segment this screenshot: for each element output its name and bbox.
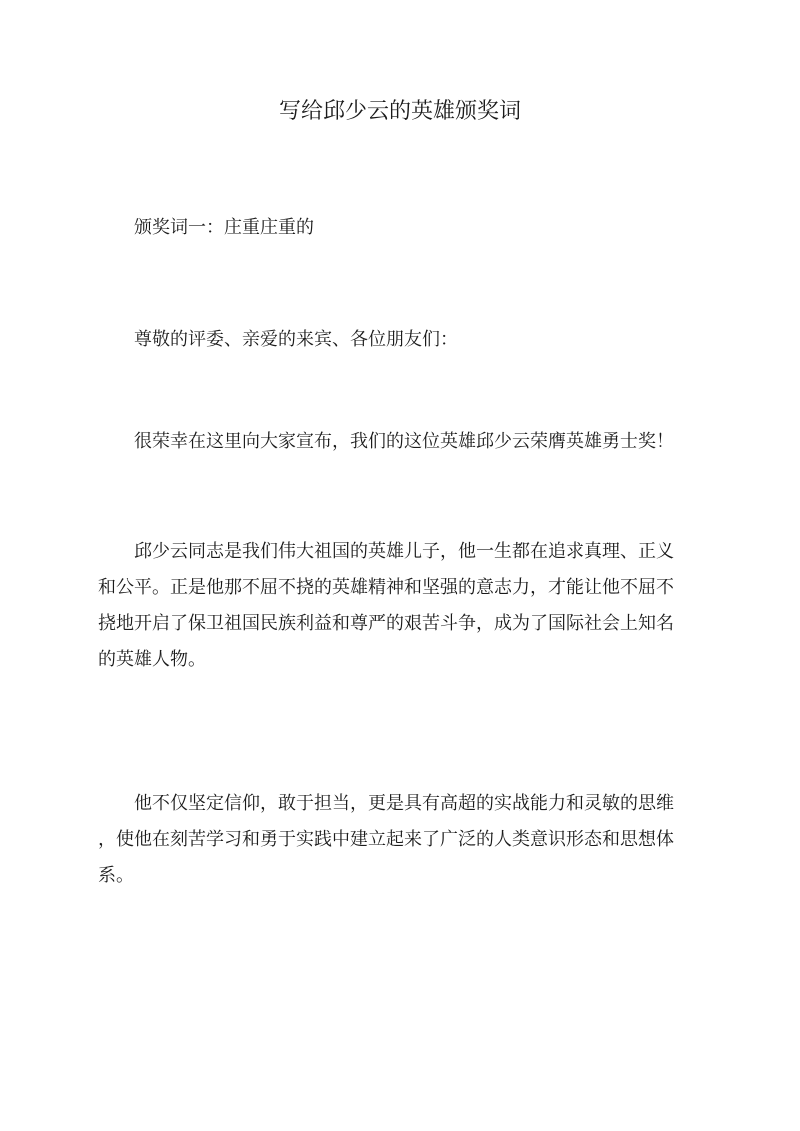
paragraph-line: 和公平。正是他那不屈不挠的英雄精神和坚强的意志力，才能让他不屈不 (98, 577, 674, 598)
paragraph-line: 他不仅坚定信仰，敢于担当，更是具有高超的实战能力和灵敏的思维 (134, 793, 674, 814)
paragraph-greeting (98, 322, 706, 358)
paragraph-award-heading (98, 210, 706, 246)
paragraph-line: ，使他在刻苦学习和勇于实践中建立起来了广泛的人类意识形态和思想体 (98, 829, 674, 850)
paragraph-line: 系。 (98, 865, 134, 886)
paragraph-line: 尊敬的评委、亲爱的来宾、各位朋友们： (134, 329, 458, 350)
paragraph-hero-qualities (98, 786, 706, 894)
document-title: 写给邱少云的英雄颁奖词 (278, 99, 521, 124)
paragraph-line: 挠地开启了保卫祖国民族利益和尊严的艰苦斗争，成为了国际社会上知名 (98, 613, 674, 634)
paragraph-announcement (98, 424, 706, 460)
paragraph-line: 颁奖词一：庄重庄重的 (134, 217, 314, 238)
paragraph-line: 很荣幸在这里向大家宣布，我们的这位英雄邱少云荣膺英雄勇士奖！ (134, 431, 674, 452)
paragraph-line: 邱少云同志是我们伟大祖国的英雄儿子，他一生都在追求真理、正义 (134, 541, 674, 562)
paragraph-line: 的英雄人物。 (98, 649, 206, 670)
paragraph-hero-description (98, 534, 706, 678)
